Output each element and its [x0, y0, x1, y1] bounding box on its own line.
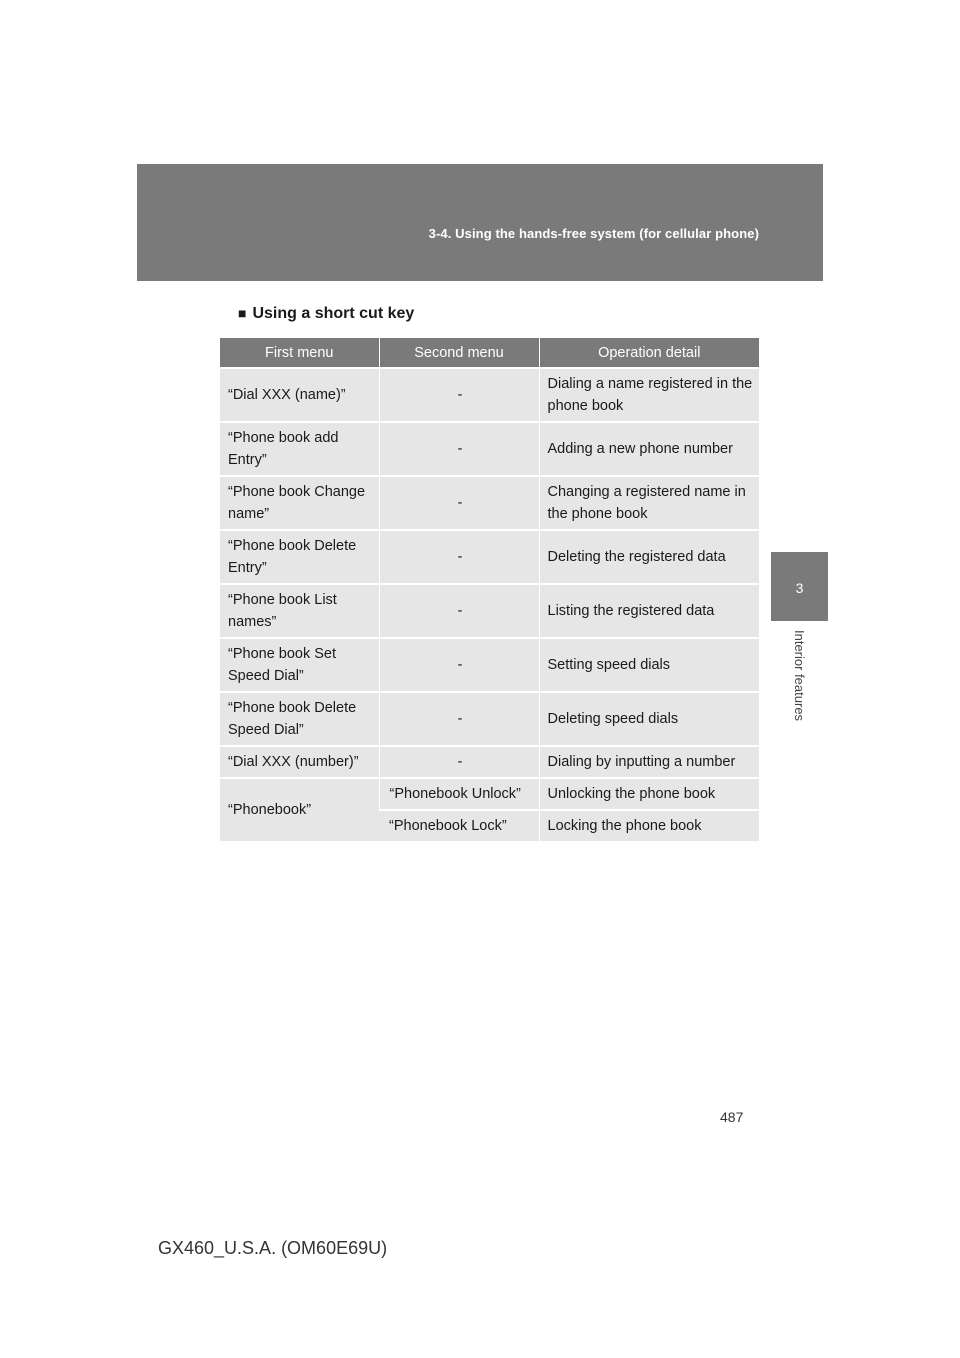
second-menu-cell: - [379, 530, 539, 584]
operation-detail-cell: Deleting speed dials [539, 692, 759, 746]
second-menu-cell: - [379, 422, 539, 476]
section-heading-text: Using a short cut key [252, 305, 415, 322]
chapter-label: Interior features [792, 630, 807, 722]
table-header-row [220, 338, 759, 368]
operation-detail-cell: Adding a new phone number [539, 422, 759, 476]
second-menu-cell: - [379, 638, 539, 692]
operation-detail-cell: Listing the registered data [539, 584, 759, 638]
operation-detail-cell: Unlocking the phone book [539, 778, 759, 810]
chapter-tab [771, 552, 828, 621]
second-menu-cell: - [379, 584, 539, 638]
second-menu-cell: - [379, 746, 539, 778]
column-header-first-menu: First menu [220, 338, 379, 368]
column-header-second-menu: Second menu [379, 338, 539, 368]
first-menu-cell: “Phone book Set Speed Dial” [220, 638, 379, 692]
second-menu-cell: - [379, 368, 539, 422]
second-menu-cell: “Phonebook Lock” [379, 810, 539, 841]
square-bullet-icon: ■ [238, 305, 247, 321]
table-row [220, 476, 759, 530]
footer-code: GX460_U.S.A. (OM60E69U) [158, 1238, 388, 1258]
first-menu-cell: “Phone book add Entry” [220, 422, 379, 476]
first-menu-cell: “Phone book List names” [220, 584, 379, 638]
operation-detail-cell: Locking the phone book [539, 810, 759, 841]
chapter-number: 3 [795, 580, 804, 596]
operation-detail-cell: Setting speed dials [539, 638, 759, 692]
shortcut-menu-table [220, 338, 759, 841]
table-row [220, 422, 759, 476]
table-row [220, 584, 759, 638]
second-menu-cell: - [379, 692, 539, 746]
table-row [220, 368, 759, 422]
section-heading [238, 305, 414, 323]
table-row [220, 530, 759, 584]
table-row [220, 638, 759, 692]
column-header-operation-detail: Operation detail [539, 338, 759, 368]
header-bar [137, 164, 823, 281]
table-row [220, 778, 759, 810]
page-number: 487 [720, 1109, 744, 1125]
section-title: 3-4. Using the hands-free system (for cellular phone) [428, 226, 759, 241]
first-menu-cell: “Dial XXX (name)” [220, 368, 379, 422]
first-menu-cell: “Phone book Delete Speed Dial” [220, 692, 379, 746]
table-row [220, 746, 759, 778]
operation-detail-cell: Deleting the registered data [539, 530, 759, 584]
operation-detail-cell: Dialing a name registered in the phone book [539, 368, 759, 422]
first-menu-cell: “Dial XXX (number)” [220, 746, 379, 778]
first-menu-cell: “Phonebook” [220, 778, 379, 841]
first-menu-cell: “Phone book Change name” [220, 476, 379, 530]
operation-detail-cell: Changing a registered name in the phone book [539, 476, 759, 530]
second-menu-cell: - [379, 476, 539, 530]
operation-detail-cell: Dialing by inputting a number [539, 746, 759, 778]
first-menu-cell: “Phone book Delete Entry” [220, 530, 379, 584]
second-menu-cell: “Phonebook Unlock” [379, 778, 539, 810]
table-row [220, 692, 759, 746]
